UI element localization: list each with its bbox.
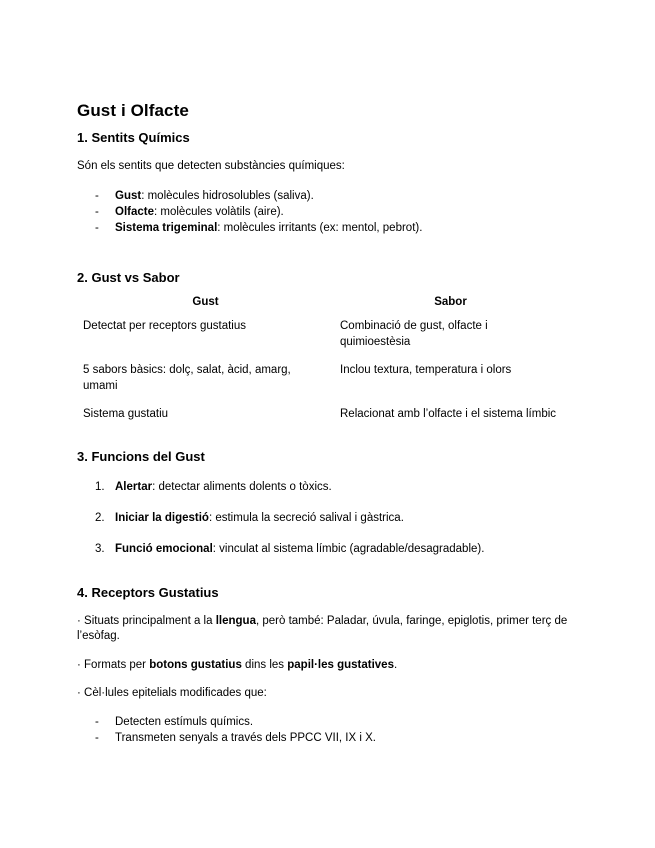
section4-heading: 4. Receptors Gustatius: [77, 585, 219, 600]
table-cell: Combinació de gust, olfacte i quimioestèsia: [340, 320, 488, 348]
column-header-sabor: Sabor: [434, 296, 467, 308]
dash-bullet: -: [95, 222, 99, 234]
item-number: 2.: [95, 512, 105, 524]
text-run: .: [393, 659, 398, 671]
item-term: Sistema trigeminal: [115, 222, 218, 234]
item-text: : molècules hidrosolubles (saliva).: [141, 190, 314, 202]
table-row: [77, 406, 567, 434]
document-title: Gust i Olfacte: [77, 101, 189, 120]
item-term: Iniciar la digestió: [115, 512, 209, 524]
item-text: Detecten estímuls químics.: [115, 716, 254, 728]
section3-list: [95, 479, 484, 572]
comparison-table: [77, 296, 567, 434]
text-run: · Situats principalment a la: [77, 615, 216, 627]
item-text: : molècules irritants (ex: mentol, pebrot).: [217, 222, 423, 234]
bold-term: llengua: [215, 615, 256, 627]
item-text: Transmeten senyals a través dels PPCC VII, IX i X.: [115, 732, 376, 744]
section1-intro: Són els sentits que detecten substàncies químiques:: [77, 160, 345, 172]
table-row: [77, 318, 567, 362]
list-item: [95, 220, 422, 236]
list-item: [95, 479, 484, 510]
list-item: [95, 714, 376, 730]
table-cell: Sistema gustatiu: [83, 408, 169, 420]
dash-bullet: -: [95, 716, 99, 728]
table-row: [77, 362, 567, 406]
text-run: dins les: [241, 659, 288, 671]
table-cell: Inclou textura, temperatura i olors: [340, 364, 512, 376]
column-header-gust: Gust: [192, 296, 219, 308]
item-text: : vinculat al sistema límbic (agradable/desagradable).: [212, 543, 485, 555]
table-header-row: [77, 296, 567, 318]
item-text: : molècules volàtils (aire).: [154, 206, 284, 218]
section4-paragraph-1: [77, 614, 572, 644]
item-term: Alertar: [115, 481, 153, 493]
table-cell: Detectat per receptors gustatius: [83, 320, 246, 332]
text-run: , però també: Paladar, úvula, faringe, epiglotis, primer terç de l’esòfag.: [77, 615, 568, 642]
item-term: Gust: [115, 190, 142, 202]
text-run: · Formats per: [77, 659, 150, 671]
table-cell: 5 sabors bàsics: dolç, salat, àcid, amarg, umami: [83, 364, 291, 392]
bold-term: papil·les gustatives: [287, 659, 394, 671]
table-cell: Relacionat amb l’olfacte i el sistema límbic: [340, 408, 557, 420]
list-item: [95, 541, 484, 572]
section4-list: [95, 714, 376, 746]
item-text: : detectar aliments dolents o tòxics.: [152, 481, 332, 493]
dash-bullet: -: [95, 206, 99, 218]
section1-list: [95, 188, 422, 236]
item-number: 3.: [95, 543, 105, 555]
section4-paragraph-3: · Cèl·lules epitelials modificades que:: [77, 687, 267, 699]
dash-bullet: -: [95, 190, 99, 202]
item-term: Olfacte: [115, 206, 154, 218]
item-text: : estimula la secreció salival i gàstrica.: [208, 512, 404, 524]
list-item: [95, 204, 422, 220]
list-item: [95, 510, 484, 541]
list-item: [95, 730, 376, 746]
list-item: [95, 188, 422, 204]
dash-bullet: -: [95, 732, 99, 744]
section4-paragraph-2: [77, 658, 572, 673]
section3-heading: 3. Funcions del Gust: [77, 449, 205, 464]
section2-heading: 2. Gust vs Sabor: [77, 270, 180, 285]
section1-heading: 1. Sentits Químics: [77, 130, 190, 145]
item-term: Funció emocional: [115, 543, 213, 555]
item-number: 1.: [95, 481, 105, 493]
bold-term: botons gustatius: [149, 659, 242, 671]
